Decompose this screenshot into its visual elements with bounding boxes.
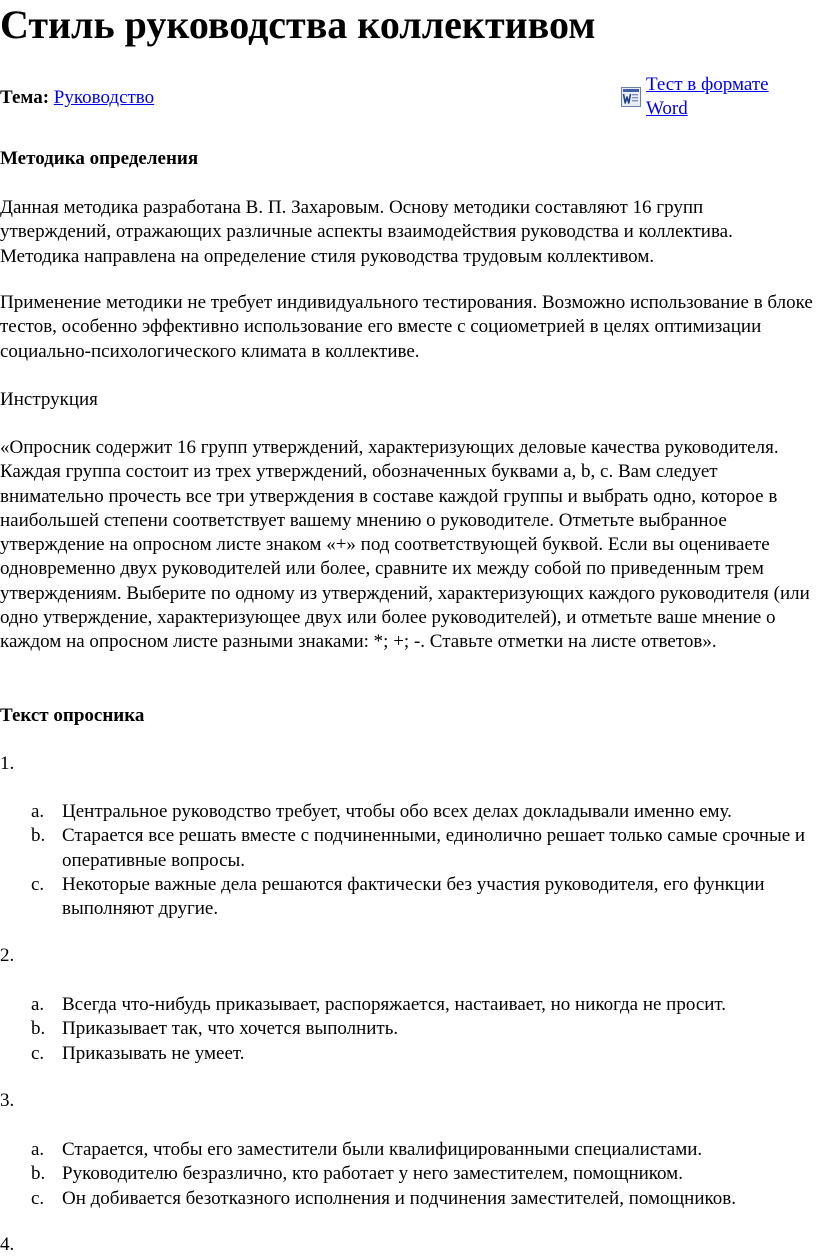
paragraph-intro: Данная методика разработана В. П. Захаровым. Основу методики составляют 16 групп утверждений, отражающих различные аспекты взаимодействия руководства и коллектива. Методика направлена на определение стиля руководства трудовым коллективом. bbox=[0, 197, 733, 267]
option-text: Приказывает так, что хочется выполнить. bbox=[62, 1018, 399, 1040]
topic-link[interactable]: Руководство bbox=[53, 87, 155, 108]
topic-label: Тема: bbox=[0, 87, 50, 108]
option-letter: c. bbox=[31, 873, 45, 895]
option-text: Центральное руководство требует, чтобы обо всех делах докладывали именно ему. bbox=[62, 801, 732, 822]
section-heading-method: Методика определения bbox=[0, 148, 199, 169]
option-text: Старается, чтобы его заместители были квалифицированными специалистами. bbox=[62, 1139, 703, 1160]
question-number: 4. bbox=[0, 1234, 15, 1255]
option-text: Старается все решать вместе с подчиненными, единолично решает только самые срочные и оперативные вопросы. bbox=[62, 825, 806, 871]
option-letter: a. bbox=[31, 801, 45, 822]
list-item bbox=[0, 873, 816, 922]
page-title: Стиль руководства коллективом bbox=[0, 2, 596, 47]
list-item bbox=[0, 1138, 816, 1162]
list-item bbox=[0, 1042, 816, 1066]
section-heading-questionnaire: Текст опросника bbox=[0, 705, 145, 726]
topic-line bbox=[0, 86, 154, 110]
option-text: Некоторые важные дела решаются фактически без участия руководителя, его функции выполняют другие. bbox=[62, 873, 765, 920]
list-item bbox=[0, 1162, 816, 1186]
word-link-line1: Тест в формате bbox=[646, 74, 769, 95]
question-options bbox=[0, 800, 816, 921]
word-test-link[interactable] bbox=[646, 73, 769, 121]
option-letter: a. bbox=[31, 994, 45, 1015]
question-number: 1. bbox=[0, 753, 15, 774]
option-letter: a. bbox=[31, 1139, 45, 1160]
paragraph-instruction: «Опросник содержит 16 групп утверждений, характеризующих деловые качества руководителя. Каждая группа состоит из трех утверждений, обозначенных буквами а, b, с. Вам следует внимательно прочесть все три утверждения в составе каждой группы и выбрать одно, которое в наибольшей степени соответствует вашему мнению о руководителе. Отметьте выбранное утверждение на опросном листе знаком «+» под соответствующей буквой. Если вы оцениваете одновременно двух руководителей или более, сравните их между собой по приведенным трем утверждениям. Выберите по одному из утверждений, характеризующих каждого руководителя (или одно утверждение, характеризующее двух или более руководителей), и отметьте ваше мнение о каждом на опросном листе разными знаками: *; +; -. Ставьте отметки на листе ответов». bbox=[0, 437, 810, 653]
option-letter: b. bbox=[31, 1018, 46, 1040]
option-letter: b. bbox=[31, 825, 46, 847]
option-letter: b. bbox=[31, 1163, 46, 1185]
option-text: Он добивается безотказного исполнения и подчинения заместителей, помощников. bbox=[62, 1187, 736, 1209]
option-text: Приказывать не умеет. bbox=[62, 1042, 245, 1064]
option-text: Всегда что-нибудь приказывает, распоряжается, настаивает, но никогда не просит. bbox=[62, 994, 727, 1015]
paragraph-usage: Применение методики не требует индивидуального тестирования. Возможно использование в блоке тестов, особенно эффективно использование его вместе с социометрией в целях оптимизации социально-психологического климата в коллективе. bbox=[0, 292, 813, 362]
option-letter: c. bbox=[31, 1187, 45, 1209]
list-item bbox=[0, 993, 816, 1017]
question-options bbox=[0, 993, 816, 1066]
word-document-icon[interactable] bbox=[621, 87, 641, 107]
instruction-heading: Инструкция bbox=[0, 389, 98, 410]
question-options bbox=[0, 1138, 816, 1211]
option-letter: c. bbox=[31, 1042, 45, 1064]
word-link-line2: Word bbox=[646, 98, 688, 119]
question-number: 2. bbox=[0, 945, 15, 966]
option-text: Руководителю безразлично, кто работает у него заместителем, помощником. bbox=[62, 1163, 683, 1185]
list-item bbox=[0, 800, 816, 824]
list-item bbox=[0, 824, 816, 873]
question-number: 3. bbox=[0, 1090, 15, 1111]
list-item bbox=[0, 1187, 816, 1211]
list-item bbox=[0, 1017, 816, 1041]
